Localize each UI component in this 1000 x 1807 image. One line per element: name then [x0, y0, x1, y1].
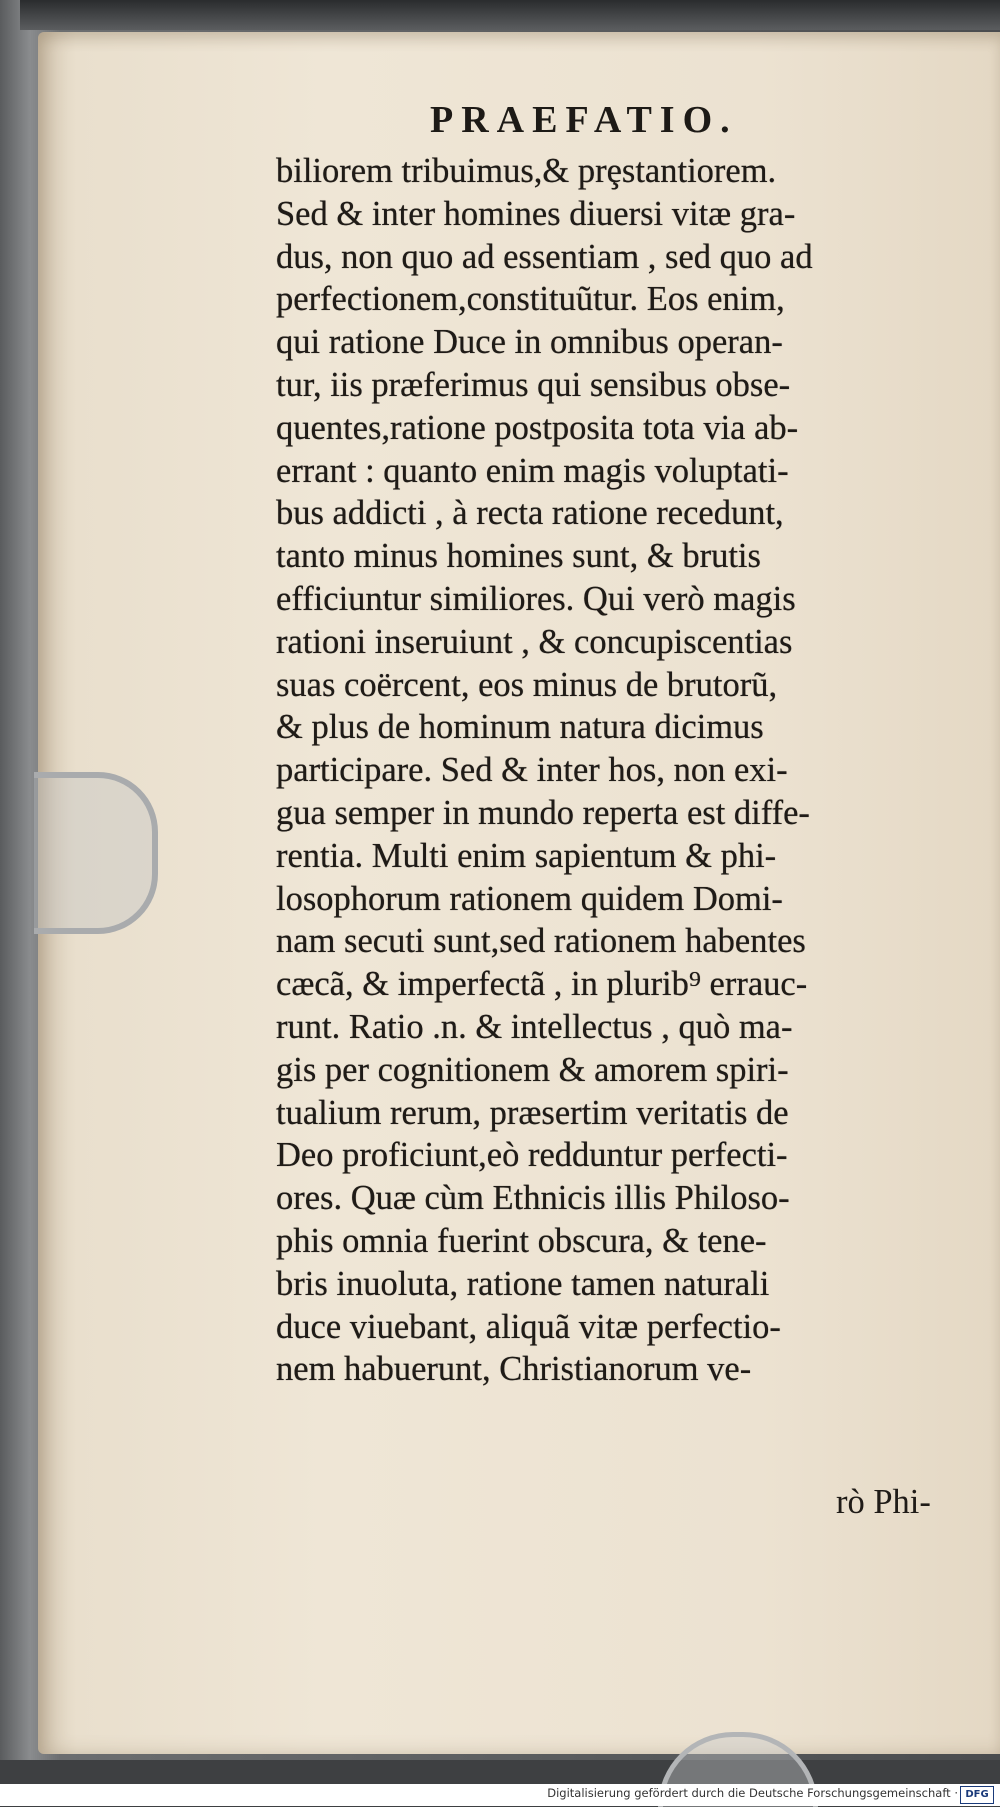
text-line: Sed & inter homines diuersi vitæ gra-	[276, 194, 796, 233]
text-line: tanto minus homines sunt, & brutis	[276, 537, 761, 576]
text-line: phis omnia fuerint obscura, & tene-	[276, 1221, 767, 1260]
text-line: suas coërcent, eos minus de brutorũ,	[276, 665, 778, 704]
text-line: participare. Sed & inter hos, non exi-	[276, 751, 788, 790]
text-line: duce viuebant, aliquã vitæ perfectio-	[276, 1307, 781, 1346]
text-line: dus, non quo ad essentiam , sed quo ad	[276, 237, 813, 276]
book-cover-edge	[20, 0, 1000, 30]
running-head: PRAEFATIO.	[430, 99, 738, 141]
text-line: rationi inseruiunt , & concupiscentias	[276, 622, 793, 661]
catchword: rò Phi-	[836, 1483, 931, 1521]
text-line: qui ratione Duce in omnibus operan-	[276, 323, 783, 362]
text-line: gis per cognitionem & amorem spiri-	[276, 1050, 789, 1089]
text-line: Deo proficiunt,eò redduntur perfecti-	[276, 1136, 788, 1175]
text-line: cæcã, & imperfectã , in plurib⁹ errauc-	[276, 965, 808, 1004]
text-line: tur, iis præferimus qui sensibus obse-	[276, 365, 791, 404]
text-line: efficiuntur similiores. Qui verò magis	[276, 579, 796, 618]
footer-credit: Digitalisierung gefördert durch die Deutsche Forschungsgemeinschaft ·	[547, 1786, 958, 1800]
text-line: tualium rerum, præsertim veritatis de	[276, 1093, 789, 1132]
page-clip	[34, 772, 158, 934]
text-line: bris inuoluta, ratione tamen naturali	[276, 1264, 770, 1303]
text-line: perfectionem,constituũtur. Eos enim,	[276, 280, 785, 319]
text-line: errant : quanto enim magis voluptati-	[276, 451, 789, 490]
text-line: ores. Quæ cùm Ethnicis illis Philoso-	[276, 1179, 790, 1218]
text-line: quentes,ratione postposita tota via ab-	[276, 408, 799, 447]
text-line: bus addicti , à recta ratione recedunt,	[276, 494, 784, 533]
text-line: losophorum rationem quidem Domi-	[276, 879, 783, 918]
body-text	[276, 150, 956, 1391]
text-line: nam secuti sunt,sed rationem habentes	[276, 922, 806, 961]
text-line: runt. Ratio .n. & intellectus , quò ma-	[276, 1007, 793, 1046]
text-line: rentia. Multi enim sapientum & phi-	[276, 836, 777, 875]
text-line: biliorem tribuimus,& prȩstantiorem.	[276, 152, 777, 190]
text-line: & plus de hominum natura dicimus	[276, 708, 764, 747]
text-line: nem habuerunt, Christianorum ve-	[276, 1350, 752, 1389]
dfg-logo: DFG	[960, 1786, 994, 1804]
text-line: gua semper in mundo reperta est diffe-	[276, 793, 810, 832]
